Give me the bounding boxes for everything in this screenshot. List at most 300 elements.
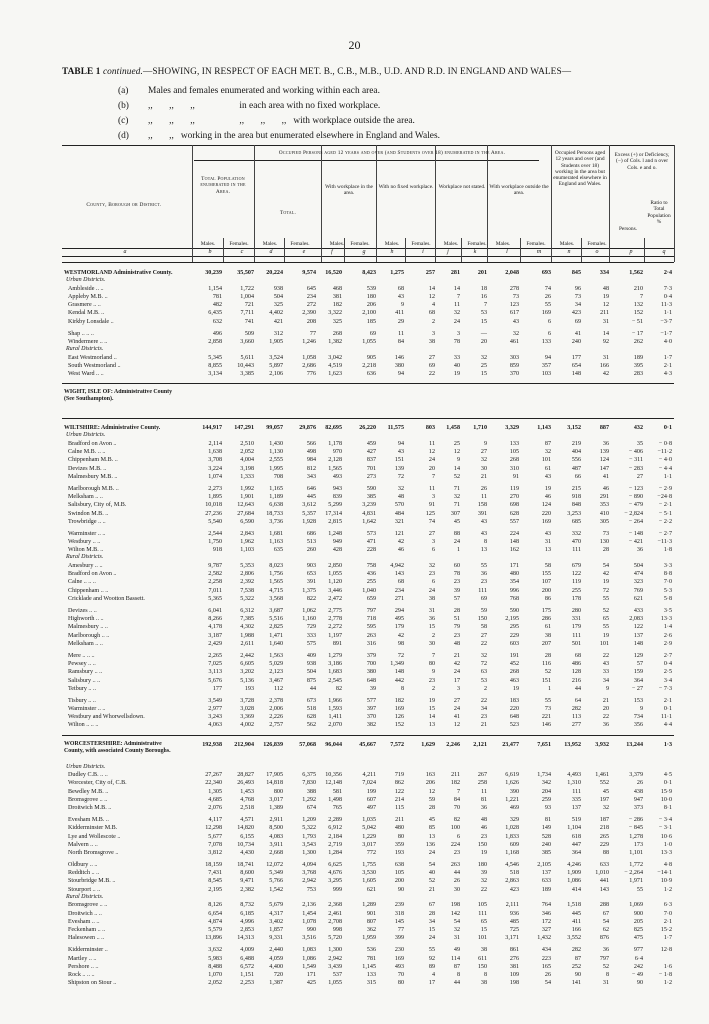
cell-p: 3,379 xyxy=(629,772,643,779)
table-row xyxy=(62,721,674,729)
cell-k: 15 xyxy=(480,927,487,933)
cell-o: 52 xyxy=(602,608,609,614)
cell-q: −3·7 xyxy=(660,318,672,325)
cell-g: 1,605 xyxy=(362,878,376,885)
cell-f: 1,683 xyxy=(328,669,342,676)
cell-q: 2·1 xyxy=(663,697,672,704)
cell-g: 3,530 xyxy=(362,870,376,877)
cell-b: 5,579 xyxy=(208,927,222,933)
cell-q: 0·1 xyxy=(663,780,672,787)
cell-h: 294 xyxy=(394,608,404,614)
cell-q: 8·1 xyxy=(663,804,672,811)
cell-i: 17 xyxy=(428,980,435,987)
cell-p: 122 xyxy=(633,624,643,631)
cell-p: 977 xyxy=(633,947,643,954)
cell-l: 109 xyxy=(509,971,519,978)
cell-h: 169 xyxy=(394,955,404,962)
area-name: Rock .. .. .. xyxy=(68,971,95,978)
table-row xyxy=(62,607,674,615)
cell-e: 628 xyxy=(306,714,316,721)
cell-p: 6·4 xyxy=(634,955,643,962)
area-name: North Bromsgrove .. xyxy=(68,849,119,856)
cell-g: 39 xyxy=(369,685,376,692)
legend-text: ,, ,, ,, ,, ,, ,, with workplace outside the area. xyxy=(148,116,415,126)
cell-k: 27 xyxy=(480,449,487,456)
cell-i: 28 xyxy=(428,804,435,811)
cell-h: 32 xyxy=(397,485,404,492)
legend-key: (a) xyxy=(118,86,129,96)
cell-d: 3,524 xyxy=(269,354,283,361)
cell-o: 22 xyxy=(602,714,609,721)
cell-i: 14 xyxy=(428,714,435,721)
table-row xyxy=(62,963,674,971)
area-name: Chippenham M.B. .. xyxy=(68,457,118,464)
cell-d: 4,400 xyxy=(269,963,283,970)
cell-d: 635 xyxy=(273,547,283,554)
cell-e: 6,375 xyxy=(302,772,316,779)
cell-c: 6,605 xyxy=(240,661,254,668)
cell-k: 30 xyxy=(480,465,487,472)
table-row xyxy=(62,440,674,448)
area-name: Calne .. .. .. xyxy=(68,579,96,586)
area-name: Trowbridge .. .. xyxy=(68,518,106,525)
cell-g: 385 xyxy=(366,494,376,501)
cell-m: 169 xyxy=(541,518,551,525)
area-name: Cricklade and Wootton Bassett. xyxy=(68,595,145,602)
cell-d: 1,542 xyxy=(269,886,283,893)
cell-h: 321 xyxy=(394,518,404,525)
cell-n: 1,086 xyxy=(567,878,581,885)
cell-i: 14 xyxy=(428,285,435,292)
cell-l: 648 xyxy=(509,714,519,721)
area-name: Windermere .. .. xyxy=(68,338,108,345)
cell-h: 380 xyxy=(394,362,404,369)
cell-f: 949 xyxy=(332,539,342,546)
cell-k: 32 xyxy=(480,652,487,659)
cell-d: 325 xyxy=(273,302,283,309)
cell-d: 1,756 xyxy=(269,571,283,578)
cell-m: 220 xyxy=(541,510,551,517)
area-name: Salisbury .. .. xyxy=(68,677,101,684)
cell-b: 1,750 xyxy=(208,539,222,546)
cell-f: 2,070 xyxy=(328,722,342,729)
cell-m: 286 xyxy=(541,616,551,623)
cell-q: 1·8 xyxy=(663,547,672,554)
cell-f: 765 xyxy=(332,804,342,811)
cell-h: 8 xyxy=(400,685,404,692)
cell-j: 21 xyxy=(453,652,460,659)
table-row xyxy=(62,660,674,668)
cell-i: 22 xyxy=(428,371,435,378)
cell-i: 6 xyxy=(431,579,435,586)
cell-c: 2,382 xyxy=(240,886,254,893)
area-name: Marlborough M.B. .. xyxy=(68,485,119,492)
cell-j: 14 xyxy=(453,465,460,472)
cell-p: 621 xyxy=(633,595,643,602)
cell-q: 5·3 xyxy=(663,587,672,594)
cell-m: 6 xyxy=(547,330,551,337)
cell-l: 859 xyxy=(509,362,519,369)
cell-l: 354 xyxy=(509,579,519,586)
cell-o: 1,461 xyxy=(595,772,609,779)
cell-n: 556 xyxy=(571,457,581,464)
cell-b: 781 xyxy=(212,293,222,300)
cell-b: 3,243 xyxy=(208,714,222,721)
cell-f: 1,279 xyxy=(328,652,342,659)
cell-j: 51 xyxy=(453,616,460,623)
section-rule xyxy=(62,418,674,419)
table-row xyxy=(62,370,674,378)
cell-p: 364 xyxy=(633,677,643,684)
cell-o: 797 xyxy=(599,955,609,962)
cell-n: 277 xyxy=(571,722,581,729)
cell-q: − 1·8 xyxy=(658,971,672,978)
cell-l: 3,171 xyxy=(505,935,519,942)
cell-c: 1,151 xyxy=(240,971,254,978)
cell-k: 22 xyxy=(480,640,487,647)
cell-f: 4,519 xyxy=(328,362,342,369)
section-rule xyxy=(62,735,674,736)
cell-g: 595 xyxy=(366,624,376,631)
cell-j: 8 xyxy=(456,971,460,978)
subsection-label: Rural Districts. xyxy=(66,554,104,561)
cell-q: 1·7 xyxy=(663,935,672,942)
cell-l: 2,111 xyxy=(505,902,519,909)
cell-e: 504 xyxy=(306,669,316,676)
cell-i: 257 xyxy=(425,270,435,276)
cell-b: 1,154 xyxy=(208,285,222,292)
cell-k: 26 xyxy=(480,485,487,492)
cell-q: 1·7 xyxy=(663,354,672,361)
cell-j: 23 xyxy=(453,849,460,856)
cell-g: 497 xyxy=(366,804,376,811)
cell-p: − 123 xyxy=(628,485,643,492)
table-row xyxy=(62,685,674,693)
cell-c: 28,827 xyxy=(237,772,254,779)
column-letter: c xyxy=(240,249,244,255)
cell-o: 633 xyxy=(599,862,609,869)
cell-h: 46 xyxy=(397,547,404,554)
cell-b: 1,638 xyxy=(208,449,222,456)
area-name: Pershore .. .. xyxy=(68,963,99,970)
cell-b: 4,178 xyxy=(208,624,222,631)
area-name: WILTSHIRE: Administrative County. xyxy=(64,425,161,432)
cell-d: 2,226 xyxy=(269,714,283,721)
cell-f: 537 xyxy=(332,971,342,978)
cell-e: 498 xyxy=(306,449,316,456)
cell-k: 21 xyxy=(480,722,487,729)
area-name: South Westmorland .. xyxy=(68,362,121,369)
cell-i: 45 xyxy=(428,817,435,824)
cell-i: 59 xyxy=(428,796,435,803)
area-name: Kidderminster .. xyxy=(68,947,108,954)
cell-g: 7,024 xyxy=(362,780,376,787)
cell-o: 9 xyxy=(605,685,609,692)
cell-d: 2,440 xyxy=(269,947,283,954)
area-name: Stourport .. .. xyxy=(68,886,101,893)
cell-g: 536 xyxy=(366,947,376,954)
cell-o: 43 xyxy=(602,661,609,668)
cell-i: 15 xyxy=(428,927,435,933)
cell-m: 73 xyxy=(544,706,551,713)
cell-c: 3,728 xyxy=(240,697,254,704)
cell-p: 36 xyxy=(636,547,643,554)
cell-i: 24 xyxy=(428,935,435,942)
cell-i: 12 xyxy=(428,293,435,300)
cell-k: 72 xyxy=(480,661,487,668)
cell-p: 9 xyxy=(639,706,643,713)
table-row xyxy=(62,861,674,869)
cell-k: 201 xyxy=(477,270,487,276)
cell-e: 753 xyxy=(306,886,316,893)
cell-e: 1,549 xyxy=(302,963,316,970)
cell-i: 21 xyxy=(428,886,435,893)
cell-m: 189 xyxy=(541,886,551,893)
cell-o: 54 xyxy=(602,918,609,925)
area-name: Warminster .. .. xyxy=(68,706,106,713)
cell-f: 1,565 xyxy=(328,465,342,472)
cell-o: 52 xyxy=(602,963,609,970)
cell-g: 758 xyxy=(366,563,376,570)
cell-k: 150 xyxy=(477,963,487,970)
cell-i: 136 xyxy=(425,841,435,848)
cell-h: 72 xyxy=(397,652,404,659)
cell-b: 18,159 xyxy=(205,862,222,869)
table-row xyxy=(62,293,674,301)
cell-e: 1,062 xyxy=(302,608,316,614)
cell-q: 0·1 xyxy=(663,425,672,432)
cell-h: 139 xyxy=(394,465,404,472)
cell-b: 2,258 xyxy=(208,579,222,586)
cell-o: 41 xyxy=(602,473,609,480)
cell-p: 2,083 xyxy=(629,616,643,623)
cell-m: 26 xyxy=(544,293,551,300)
cell-o: 36 xyxy=(602,441,609,448)
cell-k: 611 xyxy=(478,955,487,962)
cell-p: 7 xyxy=(639,293,643,300)
cell-f: 2,708 xyxy=(328,918,342,925)
workplace-not-stated-header: Workplace not stated. xyxy=(438,184,486,190)
cell-i: 23 xyxy=(428,677,435,684)
cell-o: 54 xyxy=(602,563,609,570)
cell-g: 1,055 xyxy=(362,338,376,345)
cell-q: 2·9 xyxy=(663,640,672,647)
cell-l: 148 xyxy=(509,539,519,546)
cell-l: 1,626 xyxy=(505,780,519,787)
cell-l: 1,168 xyxy=(505,849,519,856)
cell-h: 70 xyxy=(397,971,404,978)
cell-b: 5,676 xyxy=(208,677,222,684)
cell-p: 189 xyxy=(633,354,643,361)
cell-l: 523 xyxy=(509,722,519,729)
cell-g: 397 xyxy=(366,706,376,713)
cell-n: 148 xyxy=(571,371,581,378)
cell-o: 21 xyxy=(602,697,609,704)
cell-m: 1 xyxy=(547,685,551,692)
area-name: WORCESTERSHIRE: Administrative County, with associated County Boroughs. xyxy=(64,740,171,754)
cell-e: 938 xyxy=(306,661,316,668)
cell-g: 905 xyxy=(366,354,376,361)
cell-f: 2,289 xyxy=(328,817,342,824)
table-row xyxy=(62,473,674,481)
cell-h: 90 xyxy=(397,886,404,893)
cell-i: 19 xyxy=(428,697,435,704)
cell-l: 162 xyxy=(509,547,519,554)
cell-p: − 845 xyxy=(628,825,643,832)
legend-item xyxy=(118,86,380,96)
cell-g: 199 xyxy=(366,788,376,795)
cell-n: 44 xyxy=(574,685,581,692)
cell-p: − 283 xyxy=(628,465,643,472)
cell-e: 445 xyxy=(306,494,316,501)
cell-q: − 3·1 xyxy=(658,825,672,832)
cell-h: 230 xyxy=(394,947,404,954)
table-row xyxy=(62,886,674,894)
cell-n: 34 xyxy=(574,302,581,309)
cell-d: 8,023 xyxy=(269,563,283,570)
cell-f: 268 xyxy=(332,330,342,337)
cell-p: 90 xyxy=(636,980,643,987)
cell-k: 391 xyxy=(477,510,487,517)
cell-l: 105 xyxy=(509,449,519,456)
cell-c: 3,028 xyxy=(240,706,254,713)
cell-b: 4,063 xyxy=(208,722,222,729)
cell-p: − 890 xyxy=(628,494,643,501)
cell-k: 150 xyxy=(477,616,487,623)
cell-e: 333 xyxy=(306,632,316,639)
cell-d: 12,072 xyxy=(266,862,283,869)
cell-g: 573 xyxy=(366,530,376,537)
cell-k: 59 xyxy=(480,608,487,614)
cell-m: 81 xyxy=(544,817,551,824)
cell-k: 1,710 xyxy=(473,425,487,432)
cell-m: 175 xyxy=(541,608,551,614)
cell-j: 24 xyxy=(453,706,460,713)
cell-f: 6,912 xyxy=(328,825,342,832)
table-continued: continued. xyxy=(102,67,143,77)
cell-h: 719 xyxy=(394,772,404,779)
cell-j: 307 xyxy=(450,510,460,517)
cell-k: 65 xyxy=(480,918,487,925)
cell-f: 1,300 xyxy=(328,947,342,954)
table-row xyxy=(62,501,674,509)
legend-item xyxy=(118,101,380,111)
cell-l: 725 xyxy=(509,927,519,933)
cell-h: 862 xyxy=(394,780,404,787)
cell-l: 370 xyxy=(509,371,519,378)
cell-i: 11 xyxy=(429,485,435,492)
cell-q: 1·4 xyxy=(663,624,672,631)
column-letter: d xyxy=(269,249,273,255)
cell-q: − 3·4 xyxy=(658,817,672,824)
cell-l: 1,028 xyxy=(505,825,519,832)
cell-b: 192,938 xyxy=(202,741,222,748)
cell-j: 12 xyxy=(453,722,460,729)
cell-q: − 4·4 xyxy=(658,465,672,472)
cell-f: 5,720 xyxy=(328,935,342,942)
area-name: Stourbridge M.B. .. xyxy=(68,878,116,885)
cell-i: 3 xyxy=(431,330,435,337)
no-fixed-workplace-header: With no fixed workplace. xyxy=(378,184,434,190)
cell-g: 5,042 xyxy=(362,825,376,832)
cell-e: 1,300 xyxy=(302,849,316,856)
cell-e: 1,375 xyxy=(302,587,316,594)
cell-k: 22 xyxy=(480,697,487,704)
cell-b: 632 xyxy=(212,318,222,325)
cell-c: 14,313 xyxy=(237,935,254,942)
cell-e: 1,793 xyxy=(302,833,316,840)
cell-e: 343 xyxy=(306,473,316,480)
column-letter: m xyxy=(536,249,542,255)
with-workplace-header: With workplace in the area. xyxy=(325,184,373,197)
cell-d: 2,106 xyxy=(269,371,283,378)
table-row xyxy=(62,705,674,713)
cell-c: 1,901 xyxy=(240,494,254,501)
table-row xyxy=(62,652,674,660)
cell-p: 137 xyxy=(633,632,643,639)
cell-f: 998 xyxy=(332,927,342,933)
table-row xyxy=(62,779,674,787)
males-subheader: Males. xyxy=(443,241,459,247)
cell-m: 61 xyxy=(544,465,551,472)
cell-o: 187 xyxy=(599,817,609,824)
cell-m: 633 xyxy=(541,878,551,885)
cell-q: 4·8 xyxy=(663,862,672,869)
cell-j: 26 xyxy=(453,878,460,885)
cell-c: 7,538 xyxy=(240,587,254,594)
cell-e: 4,094 xyxy=(302,862,316,869)
cell-b: 8,545 xyxy=(208,878,222,885)
cell-e: 1,058 xyxy=(302,354,316,361)
cell-j: 23 xyxy=(453,579,460,586)
occupied-working-header: Occupied Persons aged 12 years and over (and Students over 18) working in the area but enumerated elsewhere in England and Wales. xyxy=(553,150,607,188)
cell-f: 182 xyxy=(332,302,342,309)
cell-h: 121 xyxy=(394,530,404,537)
cell-j: 78 xyxy=(453,338,460,345)
cell-b: 482 xyxy=(212,302,222,309)
cell-k: 267 xyxy=(477,772,487,779)
workplace-outside-header: With workplace outside the area. xyxy=(489,184,549,197)
cell-j: 24 xyxy=(453,318,460,325)
cell-p: 26 xyxy=(636,780,643,787)
cell-g: 1,642 xyxy=(362,518,376,525)
cell-g: 807 xyxy=(366,918,376,925)
cell-m: 693 xyxy=(541,270,551,276)
cell-d: 1,471 xyxy=(269,632,283,639)
cell-h: 151 xyxy=(394,457,404,464)
cell-m: 146 xyxy=(541,722,551,729)
cell-b: 3,708 xyxy=(208,457,222,464)
cell-i: 36 xyxy=(428,616,435,623)
cell-p: 323 xyxy=(633,579,643,586)
cell-i: 2 xyxy=(431,318,435,325)
cell-g: 2,100 xyxy=(362,310,376,317)
cell-d: 1,430 xyxy=(269,441,283,448)
cell-h: 94 xyxy=(397,371,404,378)
cell-k: 101 xyxy=(477,935,487,942)
males-subheader: Males. xyxy=(384,241,400,247)
cell-q: − 7·3 xyxy=(658,685,672,692)
table-row xyxy=(62,833,674,841)
cell-j: 87 xyxy=(453,963,460,970)
cell-e: 566 xyxy=(306,441,316,448)
cell-k: 8 xyxy=(483,539,487,546)
cell-c: 4,009 xyxy=(240,947,254,954)
cell-f: 3,186 xyxy=(328,661,342,668)
cell-g: 648 xyxy=(366,677,376,684)
cell-p: 262 xyxy=(633,338,643,345)
cell-n: 1,518 xyxy=(567,902,581,909)
